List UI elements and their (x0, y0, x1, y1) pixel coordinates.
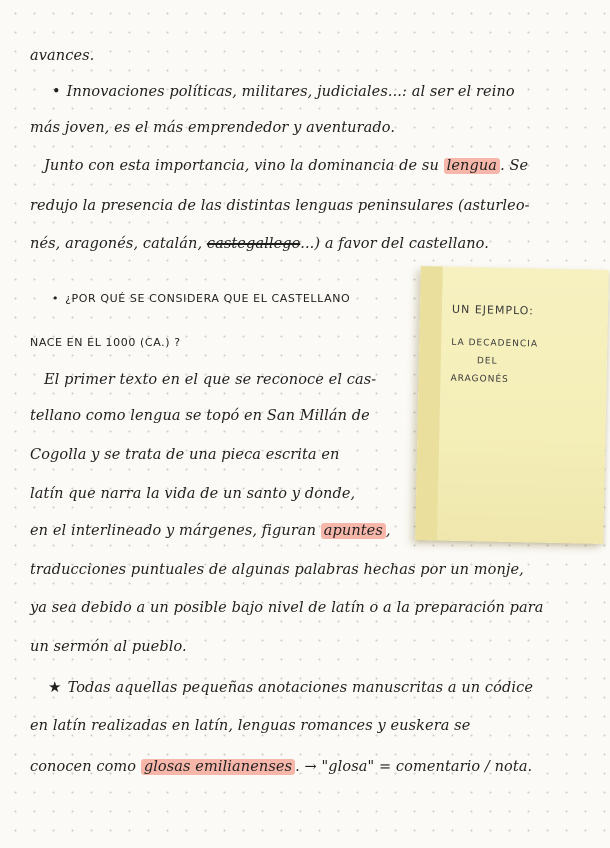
text-line: tellano como lengua se topó en San Millán de (30, 408, 370, 424)
highlight-glosas: glosas emilianenses (141, 759, 295, 775)
note-title: UN EJEMPLO: (451, 302, 535, 318)
text-span: conocen como (30, 759, 141, 775)
text-span: Junto con esta importancia, vino la dominancia de su (44, 158, 444, 174)
text-span: . → "glosa" = comentario / nota. (295, 759, 533, 775)
text-line: un sermón al pueblo. (30, 639, 187, 655)
text-line: Cogolla y se trata de una pieca escrita en (30, 447, 340, 463)
text-line: traducciones puntuales de algunas palabras hechas por un monje, (30, 562, 524, 578)
bullet-icon: • (52, 292, 60, 305)
bullet-icon: • (52, 84, 61, 100)
bullet-line (52, 82, 515, 102)
struck-word: castegallego (206, 236, 301, 252)
note-line: ARAGONÉS (450, 373, 509, 385)
text-line: más joven, es el más emprendedor y aventurado. (30, 120, 396, 136)
text-line: El primer texto en el que se reconoce el cas- (44, 372, 377, 388)
sticky-note (415, 266, 609, 544)
note-line: LA DECADENCIA (451, 337, 539, 350)
text-span: en el interlineado y márgenes, figuran (30, 523, 321, 539)
question-heading-line2: NACE EN EL 1000 (CA.) ? (30, 336, 181, 349)
text-line (30, 521, 391, 541)
text-line: avances. (30, 48, 95, 64)
highlight-lengua: lengua (444, 158, 500, 174)
note-line: DEL (476, 356, 498, 367)
text-span: Innovaciones políticas, militares, judiciales...: al ser el reino (66, 84, 515, 100)
highlight-apuntes: apuntes (321, 523, 386, 539)
question-heading-line1 (52, 289, 350, 309)
text-line (44, 156, 528, 176)
text-line: ya sea debido a un posible bajo nivel de latín o a la preparación para (30, 600, 544, 616)
star-icon: ★ (48, 678, 62, 696)
text-line (30, 757, 532, 777)
text-span: Todas aquellas pequeñas anotaciones manuscritas a un códice (67, 680, 534, 696)
text-span: nés, aragonés, catalán, (30, 236, 207, 252)
text-span: . Se (500, 158, 529, 174)
text-span: , (385, 523, 391, 539)
starred-line (48, 677, 533, 698)
text-line: redujo la presencia de las distintas lenguas peninsulares (asturleo- (30, 198, 530, 214)
text-line (30, 234, 489, 254)
text-line: latín que narra la vida de un santo y donde, (30, 486, 356, 502)
text-line: en latín realizadas en latín, lenguas romances y euskera se (30, 718, 471, 734)
text-span: ¿POR QUÉ SE CONSIDERA QUE EL CASTELLANO (65, 292, 351, 305)
note-subtitle (450, 334, 599, 391)
text-span: ...) a favor del castellano. (300, 236, 489, 252)
